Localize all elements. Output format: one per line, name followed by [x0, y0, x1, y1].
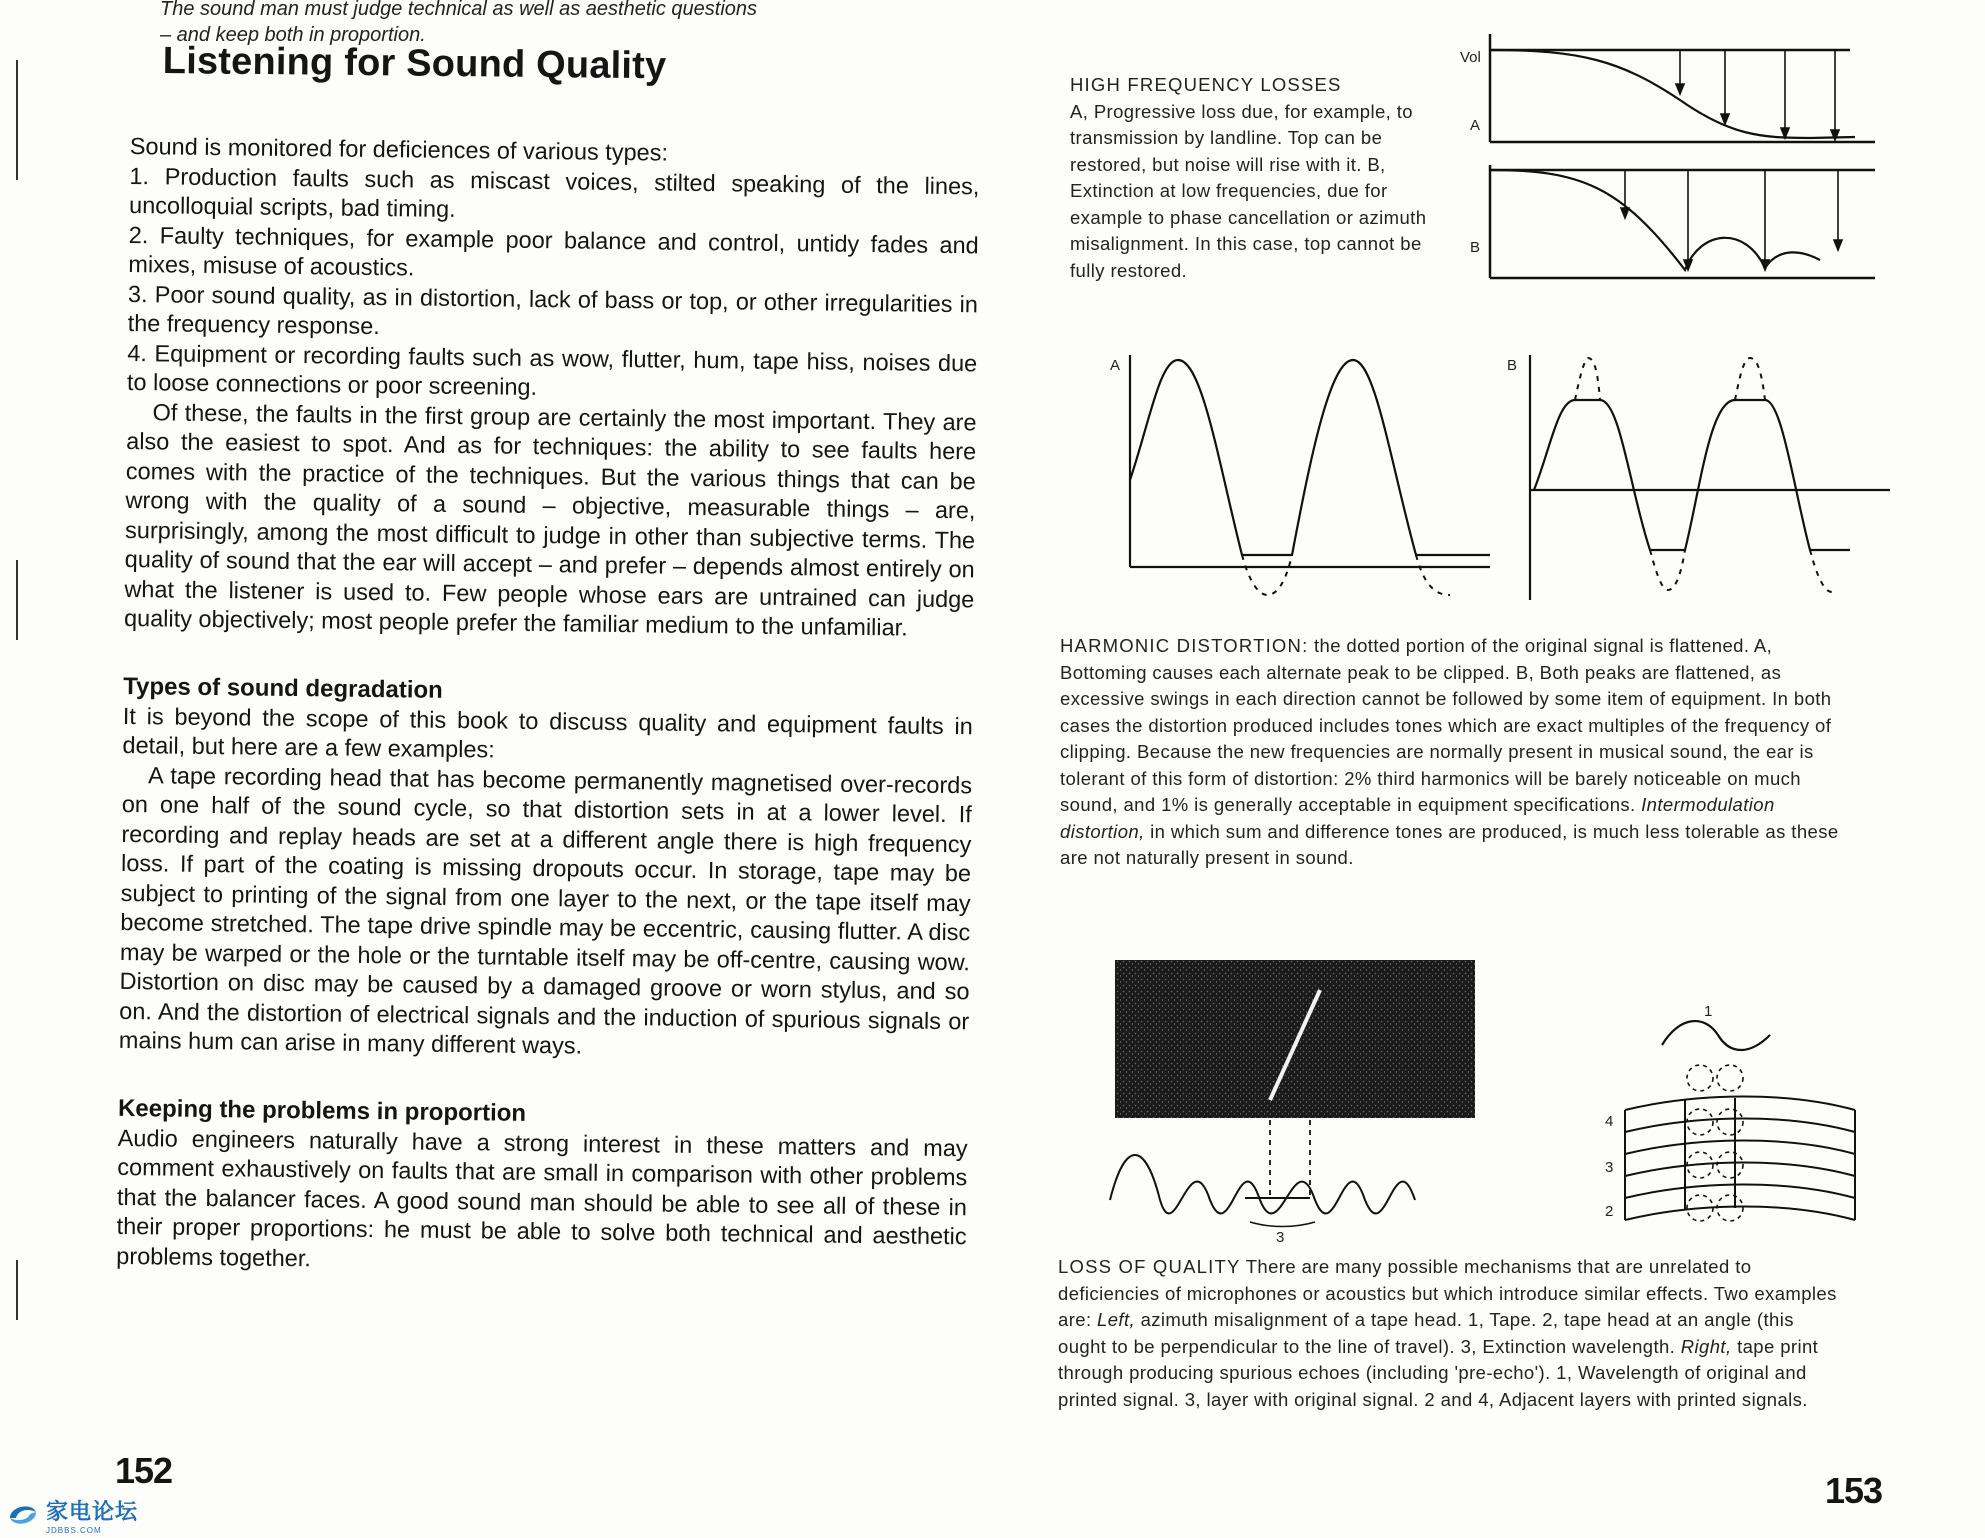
panel-label-a: A [1110, 357, 1121, 374]
harmonic-distortion-figure [1110, 340, 1890, 620]
caption-title: LOSS OF QUALITY [1058, 1256, 1241, 1277]
panel-label-a: A [1470, 117, 1481, 134]
caption-text: azimuth misalignment of a tape head. 1, Tape. 2, tape head at an angle (this ought to be perpendicular to the line of travel). 3, Extinction wavelength. [1058, 1309, 1794, 1357]
section-heading: Types of sound degradation [123, 672, 443, 704]
swirl-logo-icon [6, 1500, 40, 1530]
panel-label-b: B [1507, 357, 1518, 374]
logo-subtext: JDBBS.COM [46, 1526, 102, 1535]
paragraph: Of these, the faults in the first group are certainly the most important. They are also the easiest to spot. And as for techniques: the ability to see faults here comes with the practice of the techniques. But the various things that can be wrong with the quality of a sound – objective, measurable things – are, surprisingly, among the most difficult to judge in other than subjective terms. The quality of sound that the ear will accept – and prefer – depends almost entirely on what the listener is used to. Few people whose ears are untrained can judge quality objectively; most people prefer the familiar medium to the unfamiliar. [123, 398, 977, 641]
loss-of-quality-figure [1080, 960, 1880, 1245]
list-item: 4. Equipment or recording faults such as wow, flutter, hum, tape hiss, noises due to loose connections or poor screening. [126, 339, 978, 400]
lq-caption [1058, 1254, 1838, 1413]
page-edge-mark [16, 1260, 18, 1320]
label-2-adjacent-layer: 2 [1605, 1203, 1614, 1220]
page-number: 153 [1825, 1470, 1883, 1511]
section-heading: Keeping the problems in proportion [117, 1094, 527, 1127]
forum-logo [6, 1495, 138, 1535]
panel-label-b: B [1470, 239, 1481, 256]
caption-title: HARMONIC DISTORTION: [1060, 635, 1309, 656]
caption-italic: Right, [1680, 1335, 1732, 1357]
caption-title: HIGH FREQUENCY LOSSES [1070, 74, 1342, 95]
list-item: 2. Faulty techniques, for example poor balance and control, untidy fades and mixes, misuse of acoustics. [128, 221, 979, 281]
right-page [1020, 0, 1985, 1538]
body-text [116, 132, 980, 1281]
caption-text: There are many possible mechanisms that are unrelated to deficiencies of microphones or acoustics but which introduce similar effects. Two examples are: [1058, 1256, 1837, 1330]
list-item: 1. Production faults such as miscast voices, stilted speaking of the lines, uncolloquial scripts, bad timing. [128, 162, 980, 222]
hd-caption [1060, 633, 1840, 872]
label-3-extinction: 3 [1276, 1229, 1285, 1246]
page-edge-mark [16, 560, 18, 640]
label-3-original-layer: 3 [1605, 1159, 1614, 1176]
label-4-adjacent-layer: 4 [1605, 1113, 1614, 1130]
list-item: 3. Poor sound quality, as in distortion, lack of bass or top, or other irregularities in the frequency response. [127, 280, 979, 340]
paragraph: It is beyond the scope of this book to discuss quality and equipment faults in detail, but here are a few examples: [122, 702, 973, 763]
hf-loss-figure [1460, 20, 1880, 290]
paragraph: A tape recording head that has become permanently magnetised over-records on one half of the sound cycle, so that distortion sets in at a lower level. If recording and replay heads are set at a different angle there is high frequency loss. If part of the coating is missing dropouts occur. In storage, tape may be subject to printing of the signal from one layer to the next, or the tape itself may become stretched. The tape drive spindle may be eccentric, causing flutter. A disc may be warped or the hole or the turntable itself may be off-centre, causing wow. Distortion on disc may be caused by a damaged groove or worn stylus, and so on. And the distortion of electrical signals and the induction of spurious signals or mains hum can arise in many different ways. [118, 761, 973, 1059]
tape-image [1115, 960, 1475, 1118]
caption-italic: Left, [1097, 1309, 1136, 1330]
label-1-wavelength: 1 [1704, 1003, 1713, 1020]
caption-text: A, Progressive loss due, for example, to transmission by landline. Top can be restored, but noise will rise with it. B, Extinction at low frequencies, due for example to phase cancellation or azimuth misalignment. In this case, top cannot be fully restored. [1070, 100, 1427, 281]
top-caption-line: The sound man must judge technical as well as aesthetic questions [160, 0, 758, 20]
intro-paragraph: Sound is monitored for deficiences of various types: [129, 132, 669, 166]
caption-text: in which sum and difference tones are produced, is much less tolerable as these are not naturally present in sound. [1060, 820, 1839, 868]
caption-text: the dotted portion of the original signal is flattened. A, Bottoming causes each alternate peak to be clipped. B, Both peaks are flattened, as excessive swings in each direction cannot be followed by some item of equipment. In both cases the distortion produced includes tones which are exact multiples of the frequency of clipping. Because the new frequencies are normally present in musical sound, the ear is tolerant of this form of distortion: 2% third harmonics will be barely noticeable on much sound, and 1% is generally acceptable in equipment specifications. [1060, 635, 1832, 815]
hf-caption [1070, 72, 1450, 284]
caption-text: tape print through producing spurious echoes (including 'pre-echo'). 1, Wavelength of original and printed signal. 3, layer with original signal. 2 and 4, Adjacent layers with printed signals. [1058, 1335, 1819, 1410]
page-number: 152 [115, 1450, 173, 1491]
paragraph: Audio engineers naturally have a strong interest in these matters and may comment exhaustively on faults that are small in comparison with other problems that the balancer faces. A good sound man should be able to see all of these in their proper proportions: he must be able to solve both technical and aesthetic problems together. [116, 1124, 968, 1271]
page-title: Listening for Sound Quality [162, 40, 667, 88]
caption-italic: Intermodulation distortion, [1060, 794, 1775, 842]
page-edge-mark [16, 60, 18, 180]
logo-text: 家电论坛 [46, 1499, 139, 1524]
top-caption-line: – and keep both in proportion. [160, 24, 426, 46]
y-axis-label: Vol [1460, 49, 1481, 66]
